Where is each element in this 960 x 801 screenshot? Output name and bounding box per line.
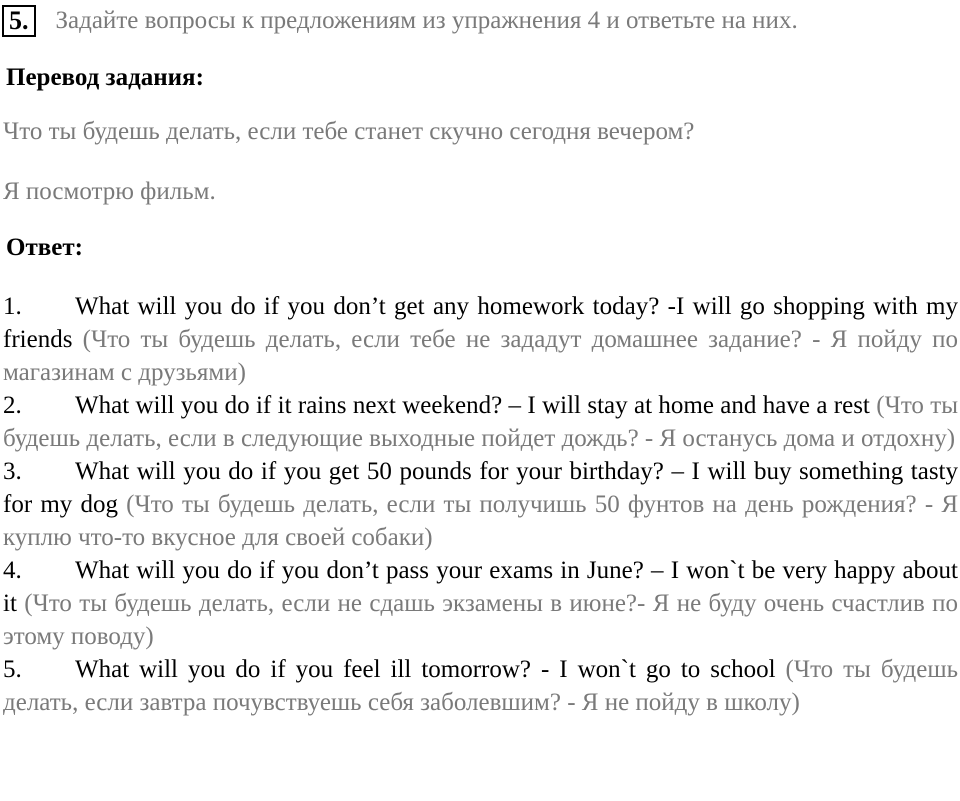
answer-english: What will you do if you don’t get any homework today? -I will go shopping with my friends: [3, 293, 958, 353]
answer-english: What will you do if you get 50 pounds for your birthday? – I will buy something tasty for my dog: [3, 458, 958, 518]
answer-item-4: [3, 554, 958, 653]
answer-russian: (Что ты будешь делать, если ты получишь 50 фунтов на день рождения? - Я куплю что-то вкусное для своей собаки): [3, 491, 958, 551]
answer-russian: (Что ты будешь делать, если не сдашь экзамены в июне?- Я не буду очень счастлив по этому поводу): [3, 590, 959, 650]
answer-item-3: [3, 455, 958, 554]
answer-russian: (Что ты будешь делать, если в следующие выходные пойдет дождь? - Я останусь дома и отдохну): [3, 392, 959, 452]
answer-russian: (Что ты будешь делать, если завтра почувствуешь себя заболевшим? - Я не пойду в школу): [3, 656, 958, 716]
task-instruction: Задайте вопросы к предложениям из упражнения 4 и ответьте на них.: [55, 7, 798, 34]
answer-item-2: [3, 389, 958, 455]
answer-number: 1.: [3, 293, 22, 320]
answer-item-1: [3, 290, 958, 389]
task-number: 5.: [2, 5, 36, 37]
translation-heading: Перевод задания:: [6, 64, 204, 91]
translation-answer: Я посмотрю фильм.: [3, 178, 216, 205]
answer-number: 4.: [3, 557, 22, 584]
answer-heading: Ответ:: [6, 234, 83, 261]
translation-question: Что ты будешь делать, если тебе станет скучно сегодня вечером?: [3, 118, 695, 145]
answer-english: What will you do if you feel ill tomorrow? - I won`t go to school: [75, 656, 776, 683]
answer-english: What will you do if it rains next weekend? – I will stay at home and have a rest: [75, 392, 870, 419]
answer-english: What will you do if you don’t pass your exams in June? – I won`t be very happy about it: [3, 557, 958, 617]
answer-item-5: [3, 653, 958, 719]
answer-list: [3, 290, 958, 719]
answer-number: 5.: [3, 656, 22, 683]
answer-number: 3.: [3, 458, 22, 485]
task-header: [2, 4, 958, 38]
answer-number: 2.: [3, 392, 22, 419]
answer-russian: (Что ты будешь делать, если тебе не зададут домашнее задание? - Я пойду по магазинам с друзьями): [3, 326, 959, 386]
